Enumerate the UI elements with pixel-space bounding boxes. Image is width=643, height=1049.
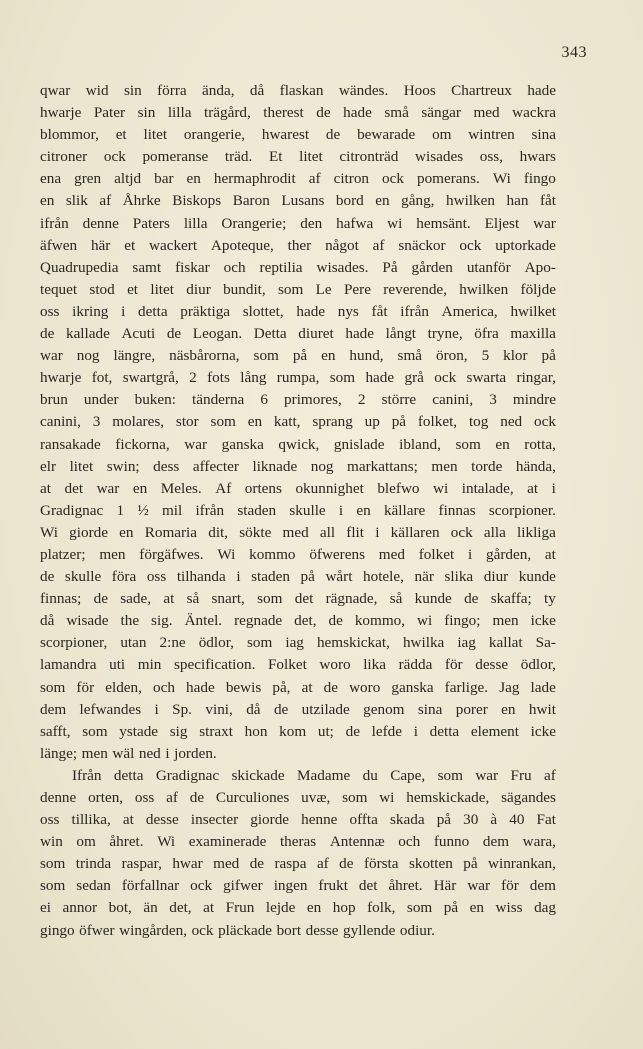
text-line: ena gren altjd bar en hermaphrodit af citron ock pomerans. Wi fingo — [40, 170, 556, 188]
text-line: oss tillika, at desse insecter giorde henne offta skada på 30 à 40 Fat — [40, 811, 556, 829]
text-line: de skulle föra oss tilhanda i staden på wårt hotele, när slika diur kunde — [40, 568, 556, 586]
text-line: en slik af Åhrke Biskops Baron Lusans bord en gång, hwilken han fåt — [40, 192, 556, 210]
text-line: at det war en Meles. Af ortens okunnighet blefwo wi intalade, at i — [40, 479, 556, 497]
text-line: gingo öfwer wingården, ock pläckade bort desse gyllende odiur. — [40, 921, 435, 939]
text-line: hwarje fot, swartgrå, 2 fots lång rumpa, som hade grå ock swarta ringar, — [40, 369, 556, 387]
text-line: ei annor bot, än det, at Frun lejde en hop folk, som på en wiss dag — [40, 899, 556, 917]
body-text — [40, 80, 556, 942]
text-line: Gradignac 1 ½ mil ifrån staden skulle i en källare finnas scorpioner. — [40, 501, 556, 519]
page-number: 343 — [561, 44, 587, 61]
text-line: denne orten, oss af de Curculiones uvæ, som wi hemskickade, sägandes — [40, 789, 556, 806]
text-line: win om åhret. Wi examinerade theras Antennæ och funno dem wara, — [40, 833, 556, 851]
text-line: elr litet swin; dess affecter liknade nog markattans; men torde hända, — [40, 457, 556, 475]
text-line: länge; men wäl ned i jorden. — [40, 744, 217, 762]
text-line: brun under buken: tänderna 6 primores, 2 större canini, 3 mindre — [40, 391, 556, 409]
text-line: Wi giorde en Romaria dit, sökte med all flit i källaren ock alla likliga — [40, 523, 556, 541]
text-line: de kallade Acuti de Leogan. Detta diuret hade långt tryne, öfra maxilla — [40, 325, 556, 343]
text-line: finnas; de sade, at så snart, som det rägnade, så kunde de skaffa; ty — [40, 590, 556, 608]
text-line: då wisade the sig. Äntel. regnade det, de kommo, wi fingo; men icke — [40, 612, 556, 630]
text-line: oss ikring i detta präktiga slottet, hade nys fåt ifrån America, hwilket — [40, 302, 556, 320]
text-line: lamandra uti min specification. Folket woro lika rädda för desse ödlor, — [40, 656, 556, 674]
text-line: war nog längre, näsbårorna, som på en hund, små öron, 5 klor på — [40, 347, 556, 365]
text-line: ransakade fickorna, war ganska qwick, gnislade ibland, som en rotta, — [40, 435, 556, 453]
text-line: Ifrån detta Gradignac skickade Madame du Cape, som war Fru af — [72, 766, 556, 784]
text-line: hwarje Pater sin lilla trägård, therest de hade små sängar med wackra — [40, 104, 556, 122]
text-line: safft, som ystade sig straxt hon kom ut; de lefde i detta element icke — [40, 722, 556, 740]
text-line: blommor, et litet orangerie, hwarest de bewarade om wintren sina — [40, 126, 556, 144]
text-line: som trinda raspar, hwar med de raspa af de första skotten på winrankan, — [40, 855, 556, 873]
text-line: dem lefwandes i Sp. vini, då de utzilade genom sina porer en hwit — [40, 700, 556, 718]
text-line: äfwen här et wackert Apoteque, ther något af snäckor ock uptorkade — [40, 236, 556, 254]
text-line: som för elden, och hade bewis på, at de woro ganska farlige. Jag lade — [40, 678, 556, 696]
text-line: tequet stod et litet diur bundit, som Le Pere reverende, hwilken följde — [40, 280, 556, 298]
text-line: scorpioner, utan 2:ne ödlor, som iag hemskickat, hwilka iag kallat Sa- — [40, 634, 556, 652]
text-line: qwar wid sin förra ända, då flaskan wändes. Hoos Chartreux hade — [40, 82, 556, 99]
text-line: ifrån denne Paters lilla Orangerie; den hafwa wi hemsänt. Eljest war — [40, 214, 556, 232]
text-line: Quadrupedia samt fiskar och reptilia wisades. På gården utanför Apo- — [40, 258, 556, 276]
text-line: som sedan förfallnar ock gifwer ingen frukt det åhret. Här war för dem — [40, 877, 556, 895]
paragraph — [40, 765, 556, 942]
text-line: citroner ock pomeranse träd. Et litet citronträd wisades oss, hwars — [40, 148, 556, 166]
text-line: platzer; men förgäfwes. Wi kommo öfwerens med folket i gården, at — [40, 545, 556, 563]
text-line: canini, 3 molares, stor som en katt, sprang up på folket, tog ned ock — [40, 413, 556, 431]
paragraph — [40, 80, 556, 765]
